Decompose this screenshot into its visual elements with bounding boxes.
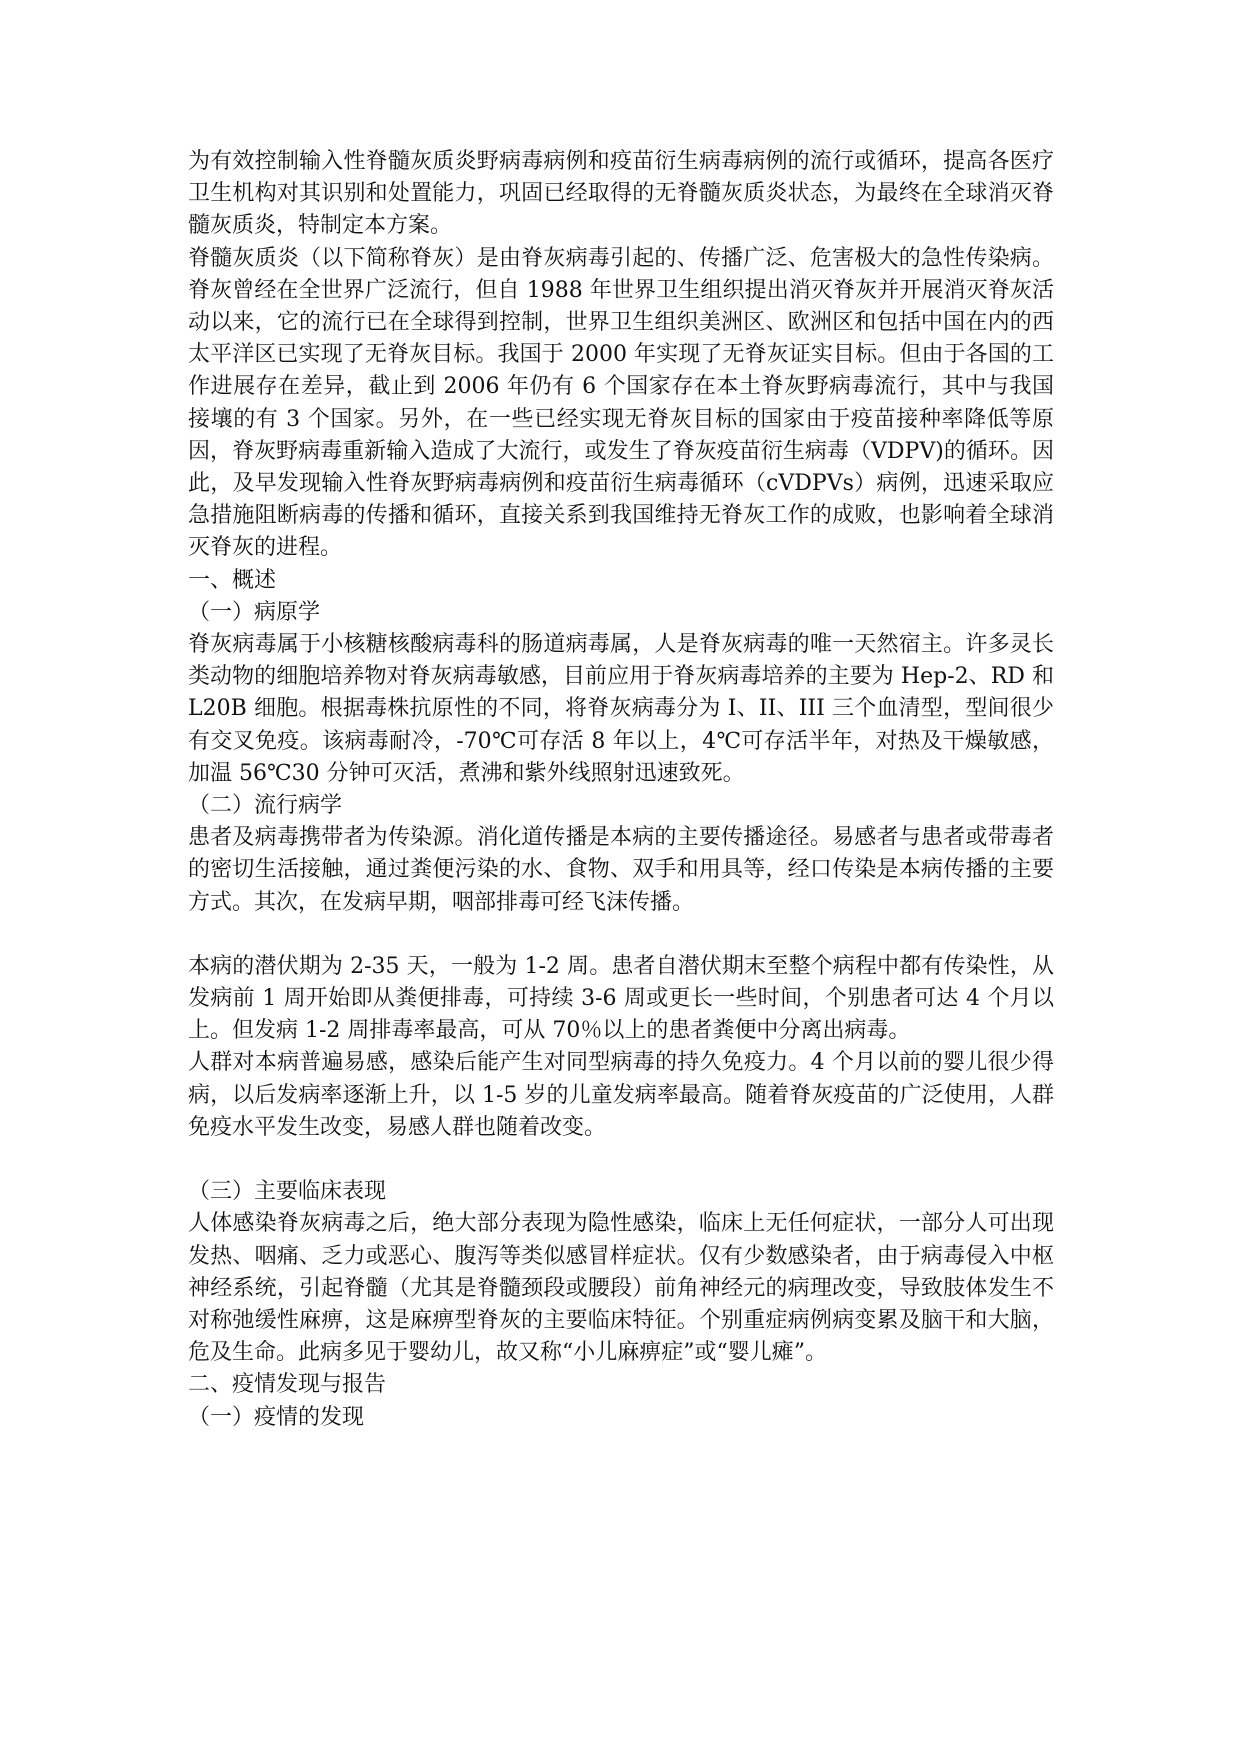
blank-line xyxy=(188,919,1054,951)
paragraph-incubation: 本病的潜伏期为 2-35 天，一般为 1-2 周。患者自潜伏期末至整个病程中都有传染性，从发病前 1 周开始即从粪便排毒，可持续 3-6 周或更长一些时间，个别患者可达 4 个月以上。但发病 1-2 周排毒率最高，可从 70％以上的患者粪便中分离出病毒。 xyxy=(188,953,1054,1044)
paragraph-background: 脊髓灰质炎（以下简称脊灰）是由脊灰病毒引起的、传播广泛、危害极大的急性传染病。脊灰曾经在全世界广泛流行，但自 1988 年世界卫生组织提出消灭脊灰并开展消灭脊灰活动以来，它的流行已在全球得到控制，世界卫生组织美洲区、欧洲区和包括中国在内的西太平洋区已实现了无脊灰目标。我国于 2000 年实现了无脊灰证实目标。但由于各国的工作进展存在差异，截止到 2006 年仍有 6 个国家存在本土脊灰野病毒流行，其中与我国接壤的有 3 个国家。另外，在一些已经实现无脊灰目标的国家由于疫苗接种率降低等原因，脊灰野病毒重新输入造成了大流行，或发生了脊灰疫苗衍生病毒（VDPV)的循环。因此，及早发现输入性脊灰野病毒病例和疫苗衍生病毒循环（cVDPVs）病例，迅速采取应急措施阻断病毒的传播和循环，直接关系到我国维持无脊灰工作的成败，也影响着全球消灭脊灰的进程。 xyxy=(188,245,1054,561)
paragraph-etiology: 脊灰病毒属于小核糖核酸病毒科的肠道病毒属，人是脊灰病毒的唯一天然宿主。许多灵长类动物的细胞培养物对脊灰病毒敏感，目前应用于脊灰病毒培养的主要为 Hep-2、RD 和 L20B 细胞。根据毒株抗原性的不同，将脊灰病毒分为 I、II、III 三个血清型，型间很少有交叉免疫。该病毒耐冷，-70℃可存活 8 年以上，4℃可存活半年，对热及干燥敏感，加温 56℃30 分钟可灭活，煮沸和紫外线照射迅速致死。 xyxy=(188,632,1054,786)
paragraph-transmission: 患者及病毒携带者为传染源。消化道传播是本病的主要传播途径。易感者与患者或带毒者的密切生活接触，通过粪便污染的水、食物、双手和用具等，经口传染是本病传播的主要方式。其次，在发病早期，咽部排毒可经飞沫传播。 xyxy=(188,825,1054,915)
blank-line xyxy=(188,1144,1054,1176)
subheading-epidemiology: （二）流行病学 xyxy=(188,793,343,819)
paragraph-clinical: 人体感染脊灰病毒之后，绝大部分表现为隐性感染，临床上无任何症状，一部分人可出现发热、咽痛、乏力或恶心、腹泻等类似感冒样症状。仅有少数感染者，由于病毒侵入中枢神经系统，引起脊髓（尤其是脊髓颈段或腰段）前角神经元的病理改变，导致肢体发生不对称弛缓性麻痹，这是麻痹型脊灰的主要临床特征。个别重症病例病变累及脑干和大脑，危及生命。此病多见于婴幼儿，故又称“小儿麻痹症”或“婴儿瘫”。 xyxy=(188,1211,1054,1366)
heading-reporting: 二、疫情发现与报告 xyxy=(188,1372,387,1398)
subheading-clinical: （三）主要临床表现 xyxy=(188,1179,387,1205)
document-body xyxy=(188,146,1054,1434)
paragraph-susceptibility: 人群对本病普遍易感，感染后能产生对同型病毒的持久免疫力。4 个月以前的婴儿很少得病，以后发病率逐渐上升，以 1-5 岁的儿童发病率最高。随着脊灰疫苗的广泛使用，人群免疫水平发生改变，易感人群也随着改变。 xyxy=(188,1050,1054,1140)
heading-overview: 一、概述 xyxy=(188,567,277,593)
paragraph-intro: 为有效控制输入性脊髓灰质炎野病毒病例和疫苗衍生病毒病例的流行或循环，提高各医疗卫生机构对其识别和处置能力，巩固已经取得的无脊髓灰质炎状态，为最终在全球消灭脊髓灰质炎，特制定本方案。 xyxy=(188,149,1054,239)
subheading-etiology: （一）病原学 xyxy=(188,599,321,625)
subheading-discovery: （一）疫情的发现 xyxy=(188,1404,365,1430)
